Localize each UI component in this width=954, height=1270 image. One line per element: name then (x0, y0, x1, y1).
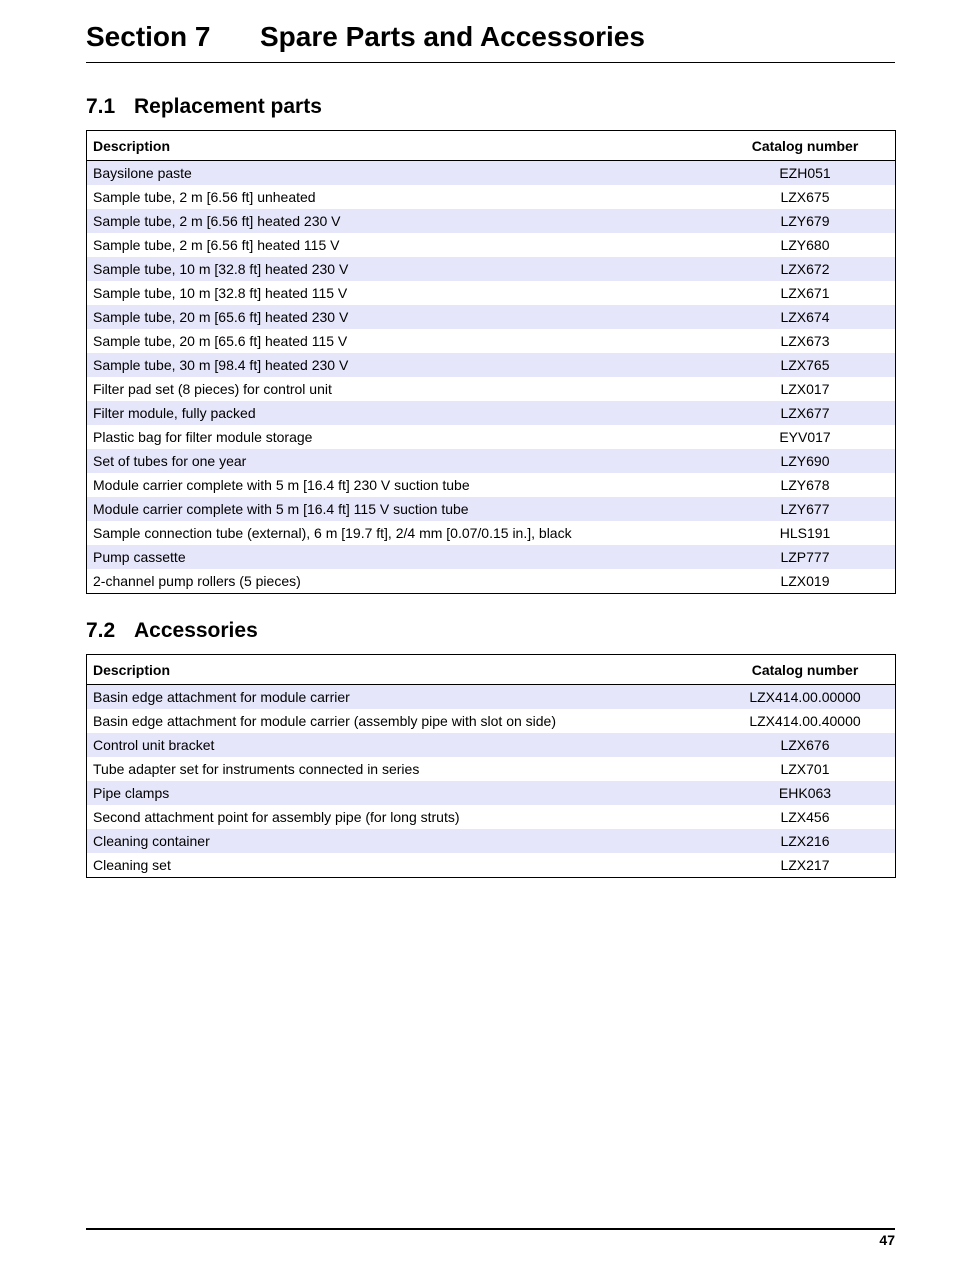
catalog-number: LZX216 (715, 829, 896, 853)
table-row (87, 329, 896, 353)
catalog-number: LZY679 (715, 209, 896, 233)
part-description: Second attachment point for assembly pipe (for long struts) (87, 805, 716, 829)
catalog-number: LZX677 (715, 401, 896, 425)
section-header (86, 18, 895, 63)
catalog-number: LZX765 (715, 353, 896, 377)
part-description: Basin edge attachment for module carrier (87, 685, 716, 710)
part-description: Sample tube, 10 m [32.8 ft] heated 230 V (87, 257, 716, 281)
table-row (87, 781, 896, 805)
part-description: Sample tube, 20 m [65.6 ft] heated 230 V (87, 305, 716, 329)
table-row (87, 521, 896, 545)
table-row (87, 545, 896, 569)
catalog-number: LZX671 (715, 281, 896, 305)
table-row (87, 853, 896, 878)
catalog-number: LZX701 (715, 757, 896, 781)
catalog-number: LZP777 (715, 545, 896, 569)
table-row (87, 805, 896, 829)
catalog-number: HLS191 (715, 521, 896, 545)
subsection-title: Replacement parts (134, 95, 322, 118)
table-row (87, 733, 896, 757)
part-description: Plastic bag for filter module storage (87, 425, 716, 449)
part-description: Filter module, fully packed (87, 401, 716, 425)
subsection-number: 7.1 (86, 95, 116, 118)
part-description: Pump cassette (87, 545, 716, 569)
part-description: 2-channel pump rollers (5 pieces) (87, 569, 716, 594)
table-row (87, 233, 896, 257)
table-row (87, 257, 896, 281)
table-row (87, 401, 896, 425)
part-description: Sample tube, 2 m [6.56 ft] heated 115 V (87, 233, 716, 257)
catalog-number: EYV017 (715, 425, 896, 449)
subsection-number: 7.2 (86, 619, 116, 642)
part-description: Pipe clamps (87, 781, 716, 805)
part-description: Cleaning set (87, 853, 716, 878)
table-row (87, 829, 896, 853)
part-description: Baysilone paste (87, 161, 716, 186)
part-description: Set of tubes for one year (87, 449, 716, 473)
catalog-number: LZX672 (715, 257, 896, 281)
table-row (87, 757, 896, 781)
catalog-number: LZX456 (715, 805, 896, 829)
table-row (87, 281, 896, 305)
table-row (87, 497, 896, 521)
catalog-number: LZY678 (715, 473, 896, 497)
catalog-number: LZX675 (715, 185, 896, 209)
replacement-parts-table (86, 130, 896, 594)
part-description: Sample tube, 10 m [32.8 ft] heated 115 V (87, 281, 716, 305)
catalog-number: LZX414.00.00000 (715, 685, 896, 710)
catalog-number: LZX017 (715, 377, 896, 401)
part-description: Sample tube, 2 m [6.56 ft] heated 230 V (87, 209, 716, 233)
subsection-title: Accessories (134, 619, 258, 642)
page-number: 47 (879, 1232, 895, 1248)
part-description: Basin edge attachment for module carrier (assembly pipe with slot on side) (87, 709, 716, 733)
catalog-number: LZX676 (715, 733, 896, 757)
table-row (87, 209, 896, 233)
table-row (87, 685, 896, 710)
table-row (87, 377, 896, 401)
accessories-table (86, 654, 896, 878)
table-header-row (87, 131, 896, 161)
part-description: Module carrier complete with 5 m [16.4 ft] 230 V suction tube (87, 473, 716, 497)
footer-rule (86, 1228, 895, 1230)
catalog-column-header: Catalog number (715, 131, 896, 161)
table-row (87, 353, 896, 377)
part-description: Sample connection tube (external), 6 m [19.7 ft], 2/4 mm [0.07/0.15 in.], black (87, 521, 716, 545)
table-row (87, 161, 896, 186)
table-row (87, 185, 896, 209)
catalog-number: EZH051 (715, 161, 896, 186)
catalog-number: LZX674 (715, 305, 896, 329)
section-title: Spare Parts and Accessories (260, 21, 645, 52)
catalog-number: LZX217 (715, 853, 896, 878)
table-row (87, 709, 896, 733)
catalog-number: LZY690 (715, 449, 896, 473)
table-row (87, 425, 896, 449)
subsection-heading-accessories (86, 619, 258, 643)
catalog-number: LZY680 (715, 233, 896, 257)
catalog-number: LZX673 (715, 329, 896, 353)
part-description: Sample tube, 2 m [6.56 ft] unheated (87, 185, 716, 209)
catalog-number: LZY677 (715, 497, 896, 521)
part-description: Cleaning container (87, 829, 716, 853)
part-description: Tube adapter set for instruments connected in series (87, 757, 716, 781)
catalog-number: LZX414.00.40000 (715, 709, 896, 733)
table-row (87, 449, 896, 473)
part-description: Control unit bracket (87, 733, 716, 757)
table-header-row (87, 655, 896, 685)
description-column-header: Description (87, 655, 716, 685)
table-row (87, 569, 896, 594)
catalog-number: LZX019 (715, 569, 896, 594)
part-description: Sample tube, 20 m [65.6 ft] heated 115 V (87, 329, 716, 353)
subsection-heading-replacement (86, 95, 322, 119)
section-number: Section 7 (86, 21, 211, 52)
part-description: Filter pad set (8 pieces) for control unit (87, 377, 716, 401)
part-description: Sample tube, 30 m [98.4 ft] heated 230 V (87, 353, 716, 377)
catalog-number: EHK063 (715, 781, 896, 805)
part-description: Module carrier complete with 5 m [16.4 ft] 115 V suction tube (87, 497, 716, 521)
table-row (87, 305, 896, 329)
table-row (87, 473, 896, 497)
catalog-column-header: Catalog number (715, 655, 896, 685)
description-column-header: Description (87, 131, 716, 161)
